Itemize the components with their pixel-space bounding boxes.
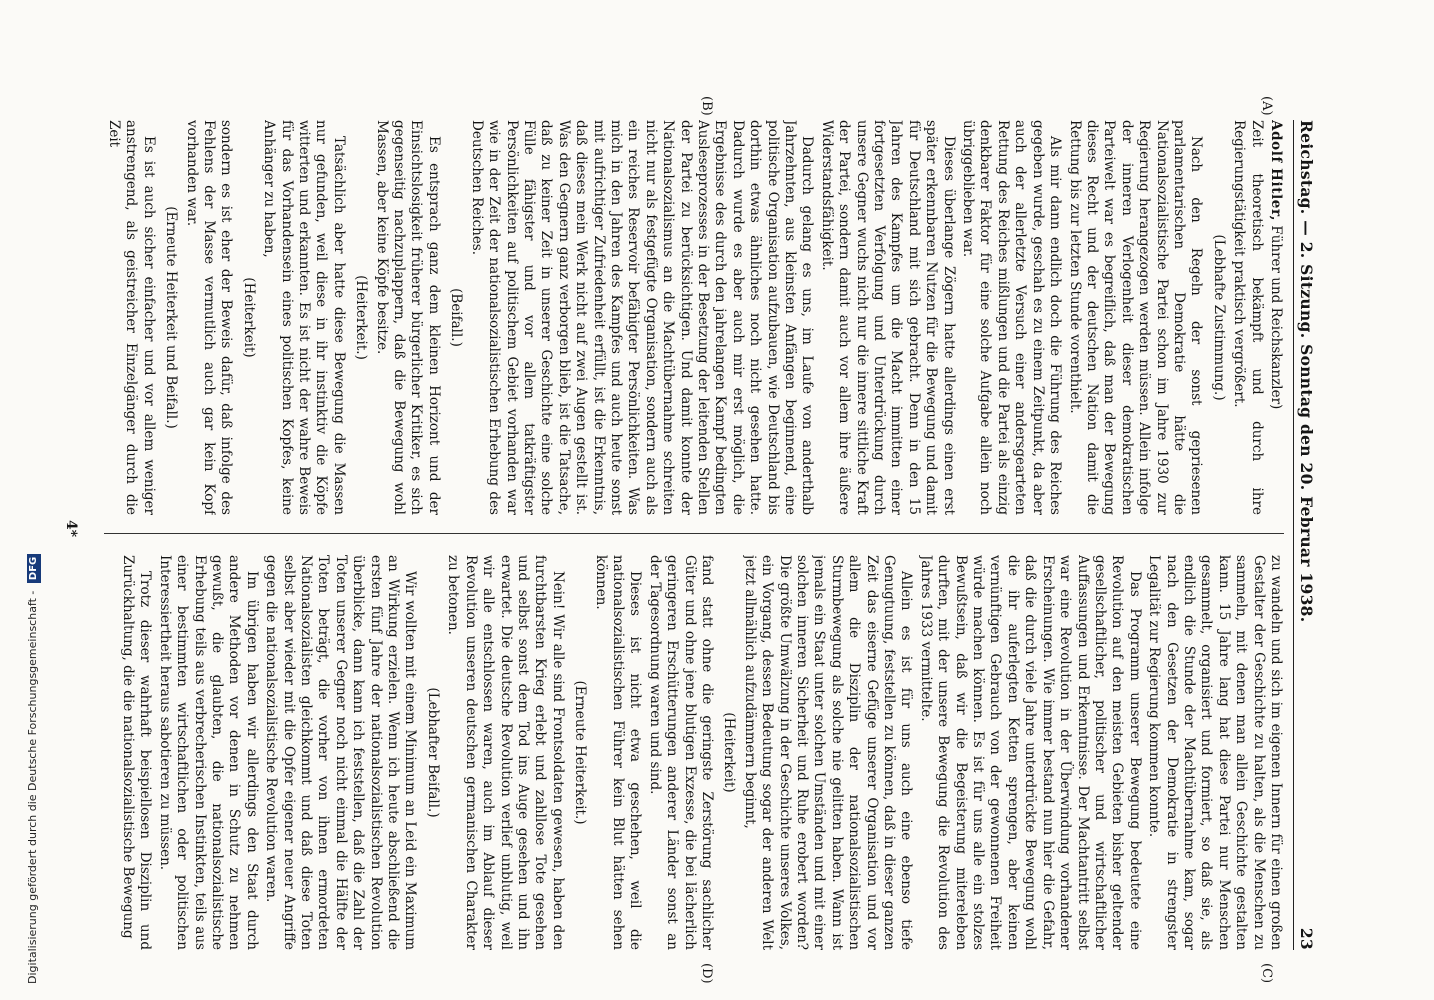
signature-mark: 4*	[63, 520, 79, 538]
paragraph: Wir wollten mit einem Minimum an Leid ein Maximum an Wirkung erzielen. Wenn ich heute abschließend die ersten fünf Jahre der nationalsozialistischen Revolution überblicke, dann kann ich feststellen, daß die Zahl der Toten unserer Gegner noch nicht einmal die Hälfte der Toten beträgt, die vorher von ihnen ermordeten Nationalsozialisten gleichkommt und daß diese Toten selbst aber wieder mit die Opfer eigener neuer Angriffe gegen die nationalsozialistische Revolution waren.	[263, 555, 419, 950]
applause-note: (Heiterkeit)	[721, 712, 738, 793]
margin-marker-d: (D)	[699, 963, 714, 984]
paragraph: Nach den Regeln der sonst gepriesenen parlamentarischen Demokratie hätte die Nationalsozialistische Partei schon im Jahre 1930 zur Regierung herangezogen werden müssen. Allein infolge der inneren Verlogenheit dieser demokratischen Parteiwelt war es begreiflich, daß man der Bewegung dieses Recht und der deutschen Nation damit die Rettung bis zur letzten Stunde vorenthielt.	[1066, 120, 1205, 515]
paragraph: Im übrigen haben wir allerdings den Staat durch andere Methoden vor denen in Schutz zu nehmen gewußt, die glaubten, die nationalsozialistische Erhebung teils aus verbrecherischen Instinkten, teils aus einer bestimmten wirtschaftlichen oder politischen Interessiertheit heraus sabotieren zu müssen.	[156, 555, 260, 950]
margin-marker-c: (C)	[1259, 963, 1274, 984]
paragraph: Dieses ist nicht etwa geschehen, weil die nationalsozialistischen Führer kein Blut hätten sehen können.	[592, 555, 644, 950]
page-number: 23	[1297, 927, 1316, 950]
paragraph: Es entsprach ganz dem kleinen Horizont und der Einsichtslosigkeit früherer bürgerlicher Kritiker, es sich gegenseitig nachzuplappern, daß die Bewegung wohl Massen, aber keine Köpfe besitze.	[373, 120, 442, 515]
header-title: Reichstag. — 2. Sitzung. Sonntag den 20. Februar 1938.	[1297, 120, 1316, 623]
paragraph: fand statt ohne die geringste Zerstörung sachlicher Güter und ohne jene blutigen Exzesse, die bei lächerlich geringeren Erschütterungen anderer Länder sonst an der Tagesordnung waren und sind.	[646, 555, 715, 950]
margin-marker-b: (B)	[699, 96, 714, 116]
running-head	[1293, 120, 1316, 950]
digitization-footer	[22, 0, 44, 1000]
left-column	[104, 120, 1284, 515]
paragraph: Zeit theoretisch bekämpft und durch ihre Regierungstätigkeit praktisch vergrößert.	[1231, 120, 1265, 515]
paragraph: Es ist auch sicher einfacher und vor allem weniger anstrengend, als geistreicher Einzelgänger durch die Zeit	[106, 120, 157, 515]
paragraph: Als mir dann endlich doch die Führung des Reiches gegeben wurde, geschah es zu einem Zeitpunkt, da aber auch der allerletzte Versuch einer andersgearteten Rettung des Reiches mißlungen und die Partei als einzig denkbarer Faktor für eine solche Aufgabe allein noch übriggeblieben war.	[960, 120, 1064, 515]
paragraph: Dadurch gelang es uns, im Laufe von anderthalb Jahrzehnten, aus kleinsten Anfängen beginnend, eine politische Organisation aufzubauen, wie Deutschland bis dorthin etwas ähnliches noch nicht gesehen hatte. Dadurch wurde es aber auch mir erst möglich, die Ergebnisse des durch den jahrelangen Kampf bedingten Ausleseprozesses in der Besetzung der leitenden Stellen der Partei zu berücksichtigen. Und damit konnte der Nationalsozialismus an die Machtübernahme schreiten nicht nur als festgefügte Organisation, sondern auch als ein reiches Reservoir befähigter Persönlichkeiten. Was mich in den Jahren des Kampfes und auch heute sonst mit aufrichtiger Zufriedenheit erfüllt, ist die Erkenntnis, daß dieses mein Werk nicht auf zwei Augen gestellt ist. Was den Gegnern ganz verborgen blieb, ist die Tatsache, daß zu keiner Zeit in unserer Geschichte eine solche Fülle fähigster und vor allem tatkräftigster Persönlichkeiten auf politischem Gebiet vorhanden war wie in der Zeit der nationalsozialistischen Erhebung des Deutschen Reiches.	[468, 120, 816, 515]
paragraph: sondern es ist eher der Beweis dafür, daß infolge des Fehlens der Masse vermutlich auch gar kein Kopf vorhanden war.	[183, 120, 235, 515]
speaker-role: Führer und Reichskanzler)	[1268, 225, 1284, 410]
paragraph: Tatsächlich aber hatte diese Bewegung die Massen nur gefunden, weil diese in ihr instinktiv die Köpfe witterten und erkannten. Es ist nicht der wahre Beweis für das Vorhandensein eines politischen Kopfes, keine Anhänger zu haben,	[261, 120, 347, 515]
right-column	[104, 555, 1284, 950]
paragraph: Allein es ist für uns auch eine ebenso tiefe Genugtuung, feststellen zu können, daß in dieser ganzen Zeit das eiserne Gefüge unserer Organisation und vor allem die Disziplin der nationalsozialistischen Sturmbewegung als solche nie gelitten haben. Wann ist jemals ein Staat unter solchen Umständen und mit einer solchen inneren Sicherheit und Ruhe erobert worden? Die größte Umwälzung in der Geschichte unseres Volkes, ein Vorgang, dessen Bedeutung sogar der anderen Welt jetzt allmählich aufzudämmern beginnt,	[741, 555, 915, 950]
applause-note: (Beifall.)	[448, 288, 465, 347]
applause-note: (Lebhafte Zustimmung.)	[1210, 234, 1227, 401]
applause-note: (Erneute Heiterkeit und Beifall.)	[163, 206, 180, 429]
speaker-line	[1267, 120, 1284, 515]
paragraph: zu wandeln und sich im eigenen Innern für einen großen Gestalter der Geschichte zu halten, als die Menschen zu sammeln, mit denen man allein Geschichte gestalten kann. 15 Jahre lang hat diese Partei nur Menschen gesammelt, organisiert und formiert, so daß sie, als endlich die Stunde der Machtübernahme kam, sogar nach den Gesetzen der Demokratie in strengster Legalität zur Regierung kommen konnte.	[1146, 555, 1284, 950]
applause-note: (Erneute Heiterkeit.)	[572, 680, 589, 825]
dfg-logo-icon: DFG	[27, 554, 41, 583]
paragraph: Nein! Wir alle sind Frontsoldaten gewesen, haben den furchtbarsten Krieg erlebt und zahllose Tote gesehen und selbst sonst dem Tod ins Auge gesehen und ihn erwartet. Die deutsche Revolution verlief unblutig, weil wir alle entschlossen waren, auch im Ablauf dieser Revolution unseren deutschen germanischen Charakter zu betonen.	[445, 555, 566, 950]
applause-note: (Heiterkeit)	[240, 277, 257, 358]
column-divider	[104, 533, 1284, 534]
paragraph: Das Programm unserer Bewegung bedeutete eine Revolution auf den meisten Gebieten bisher geltender gesellschaftlicher, politischer und wirtschaftlicher Auffassungen und Erkenntnisse. Der Machtantritt selbst war eine Revolution in der Überwindung vorhandener Erscheinungen. Wie immer bestand nun hier die Gefahr, daß die durch viele Jahre unterdrückte Bewegung wohl die ihr auferlegten Ketten sprengen, aber keinen vernünftigen Gebrauch von der gewonnenen Freiheit würde machen können. Es ist für uns alle ein stolzes Bewußtsein, daß wir die Begeisterung mitereleben durften, mit der unsere Bewegung die Revolution des Jahres 1933 vermittelte.	[917, 555, 1143, 950]
margin-marker-a: (A)	[1259, 96, 1274, 116]
footer-text: Digitalisierung gefördert durch die Deutsche Forschungsgemeinschaft -	[26, 590, 39, 984]
paragraph: Dieses überlange Zögern hatte allerdings einen erst später erkennbaren Nutzen für die Bewegung und damit für Deutschland mit sich gebracht. Denn in den 15 Jahren des Kampfes um die Macht immitten einer fortgesetzten Verfolgung und Unterdrückung durch unsere Gegner wuchs nicht nur die innere sittliche Kraft der Partei, sondern damit auch vor allem ihre äußere Widerstandsfähigkeit.	[818, 120, 957, 515]
paragraph: Trotz dieser wahrhaft beispiellosen Disziplin und Zurückhaltung, die die nationalsozialistische Bewegung	[120, 555, 154, 950]
speaker-name: Adolf Hitler,	[1268, 120, 1284, 222]
applause-note: (Lebhafter Beifall.)	[424, 687, 441, 818]
applause-note: (Heiterkeit.)	[353, 275, 370, 360]
